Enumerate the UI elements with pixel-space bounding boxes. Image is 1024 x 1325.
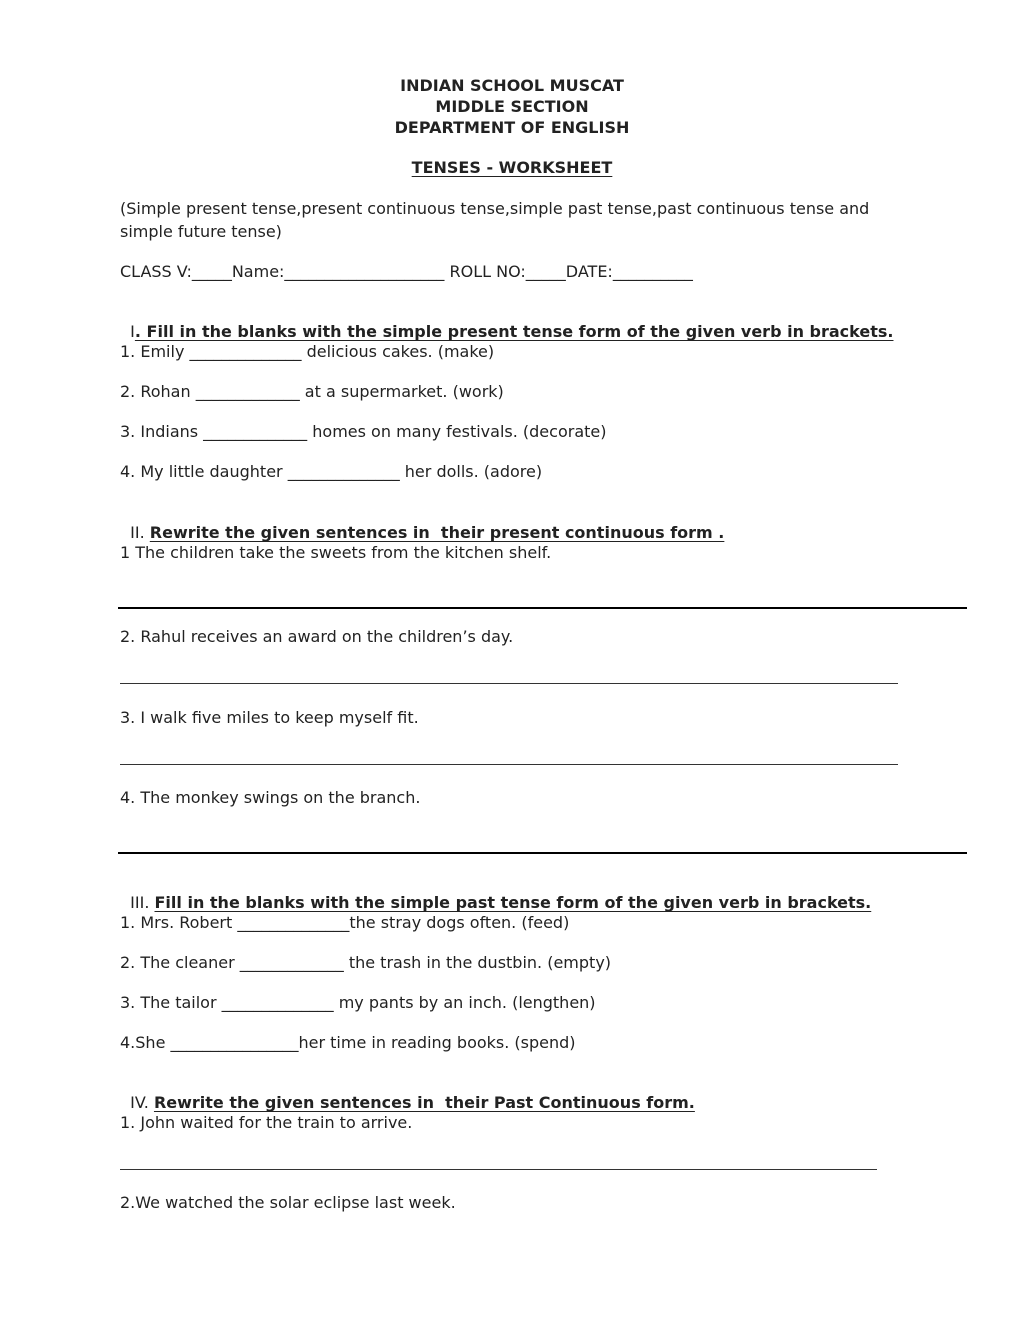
section-4-item: 1. John waited for the train to arrive. [120, 1113, 413, 1132]
section-3-number: III. [130, 893, 155, 912]
section-3-item[interactable]: 2. The cleaner _____________ the trash in the dustbin. (empty) [120, 953, 612, 972]
department-name: DEPARTMENT OF ENGLISH [394, 118, 630, 137]
answer-line[interactable] [120, 683, 898, 684]
section-3-item[interactable]: 1. Mrs. Robert ______________the stray dogs often. (feed) [120, 913, 570, 932]
section-name: MIDDLE SECTION [435, 97, 589, 116]
section-4-heading [120, 1073, 695, 1113]
section-2-heading [120, 503, 724, 543]
answer-rule[interactable] [118, 852, 967, 854]
section-1-number: I [130, 322, 135, 341]
section-2-number: II. [130, 523, 150, 542]
section-4-number: IV. [130, 1093, 154, 1112]
answer-rule[interactable] [118, 607, 967, 609]
answer-line[interactable] [120, 764, 898, 765]
section-2-item: 4. The monkey swings on the branch. [120, 788, 421, 807]
section-2-instruction: Rewrite the given sentences in their present continuous form . [149, 523, 725, 542]
section-4-item: 2.We watched the solar eclipse last week. [120, 1193, 456, 1212]
intro-line-2: simple future tense) [120, 222, 282, 241]
section-1-instruction: . Fill in the blanks with the simple present tense form of the given verb in brackets. [134, 322, 894, 341]
section-3-item[interactable]: 3. The tailor ______________ my pants by an inch. (lengthen) [120, 993, 596, 1012]
intro-line-1: (Simple present tense,present continuous tense,simple past tense,past continuous tense and [120, 199, 870, 218]
section-2-item: 1 The children take the sweets from the kitchen shelf. [120, 543, 552, 562]
section-1-item[interactable]: 4. My little daughter ______________ her dolls. (adore) [120, 462, 543, 481]
worksheet-title: TENSES - WORKSHEET [411, 158, 613, 177]
section-3-item[interactable]: 4.She ________________her time in reading books. (spend) [120, 1033, 576, 1052]
section-2-item: 2. Rahul receives an award on the children’s day. [120, 627, 514, 646]
answer-line[interactable] [120, 1169, 877, 1170]
section-4-instruction: Rewrite the given sentences in their Past Continuous form. [153, 1093, 695, 1112]
section-1-heading [120, 302, 893, 342]
school-name: INDIAN SCHOOL MUSCAT [400, 76, 624, 95]
section-2-item: 3. I walk five miles to keep myself fit. [120, 708, 419, 727]
section-1-item[interactable]: 3. Indians _____________ homes on many festivals. (decorate) [120, 422, 607, 441]
section-1-item[interactable]: 1. Emily ______________ delicious cakes. (make) [120, 342, 495, 361]
section-3-heading [120, 873, 871, 913]
section-3-instruction: Fill in the blanks with the simple past tense form of the given verb in brackets. [154, 893, 872, 912]
student-info-line[interactable]: CLASS V:_____Name:____________________ ROLL NO:_____DATE:__________ [120, 262, 693, 281]
section-1-item[interactable]: 2. Rohan _____________ at a supermarket. (work) [120, 382, 504, 401]
